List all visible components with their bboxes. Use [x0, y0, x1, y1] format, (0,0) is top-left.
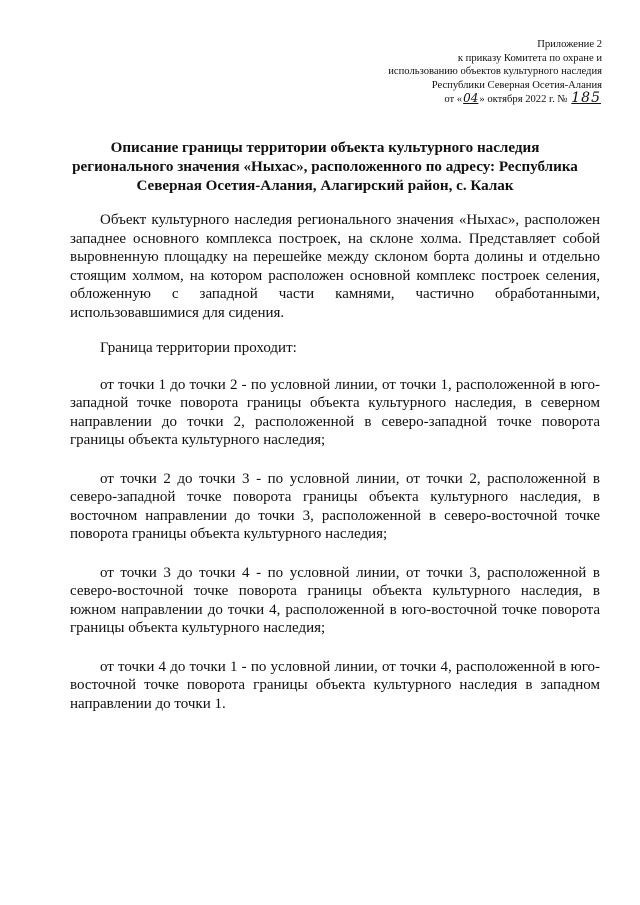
boundary-segment-3-4: от точки 3 до точки 4 - по условной линии, от точки 3, расположенной в северо-восточной точке поворота границы объекта культурного наследия, в южном направлении до точки 4, расположенной в юго-восточной точке поворота границы объекта культурного наследия; [70, 564, 600, 636]
title-line-2: регионального значения «Ныхас», расположенного по адресу: Республика [72, 159, 578, 175]
document-body [70, 211, 600, 733]
boundary-intro: Граница территории проходит: [100, 340, 297, 356]
appendix-order-ref: к приказу Комитета по охране и [457, 52, 602, 64]
boundary-segment-4-1: от точки 4 до точки 1 - по условной линии, от точки 4, расположенной в юго-восточной точке поворота границы объекта культурного наследия в западном направлении до точки 1. [70, 658, 600, 712]
appendix-title: Приложение 2 [537, 39, 602, 50]
appendix-committee: использованию объектов культурного наследия [388, 66, 602, 78]
order-date-prefix: от « [444, 94, 463, 106]
order-number-handwritten: 185 [571, 90, 601, 107]
boundary-segment-2-3: от точки 2 до точки 3 - по условной линии, от точки 2, расположенной в северо-западной точке поворота границы объекта культурного наследия, в восточном направлении до точки 3, расположенной в северо-восточной точке поворота границы объекта культурного наследия; [70, 470, 600, 542]
order-date-suffix: » октября 2022 г. № [479, 94, 568, 106]
order-day-handwritten: 04 [463, 91, 479, 106]
object-description: Объект культурного наследия регионального значения «Ныхас», расположен западнее основного комплекса построек, на склоне холма. Представляет собой выровненную площадку на перешейке между склоном борта долины и отдельно стоящим холмом, на котором расположен основной комплекс построек селения, обложенную с западной части камнями, частично обработанными, использовавшимися для сидения. [70, 212, 600, 321]
title-line-3: Северная Осетия-Алания, Алагирский район, с. Калак [136, 178, 514, 194]
appendix-header [388, 38, 602, 107]
title-line-1: Описание границы территории объекта культурного наследия [110, 140, 540, 156]
boundary-segment-1-2: от точки 1 до точки 2 - по условной линии, от точки 1, расположенной в юго-западной точке поворота границы объекта культурного наследия, в северном направлении до точки 2, расположенной в северо-западной точке поворота границы объекта культурного наследия; [70, 376, 600, 448]
document-title [60, 139, 590, 196]
appendix-republic: Республики Северная Осетия-Алания [431, 79, 602, 91]
order-date-line [388, 92, 602, 107]
